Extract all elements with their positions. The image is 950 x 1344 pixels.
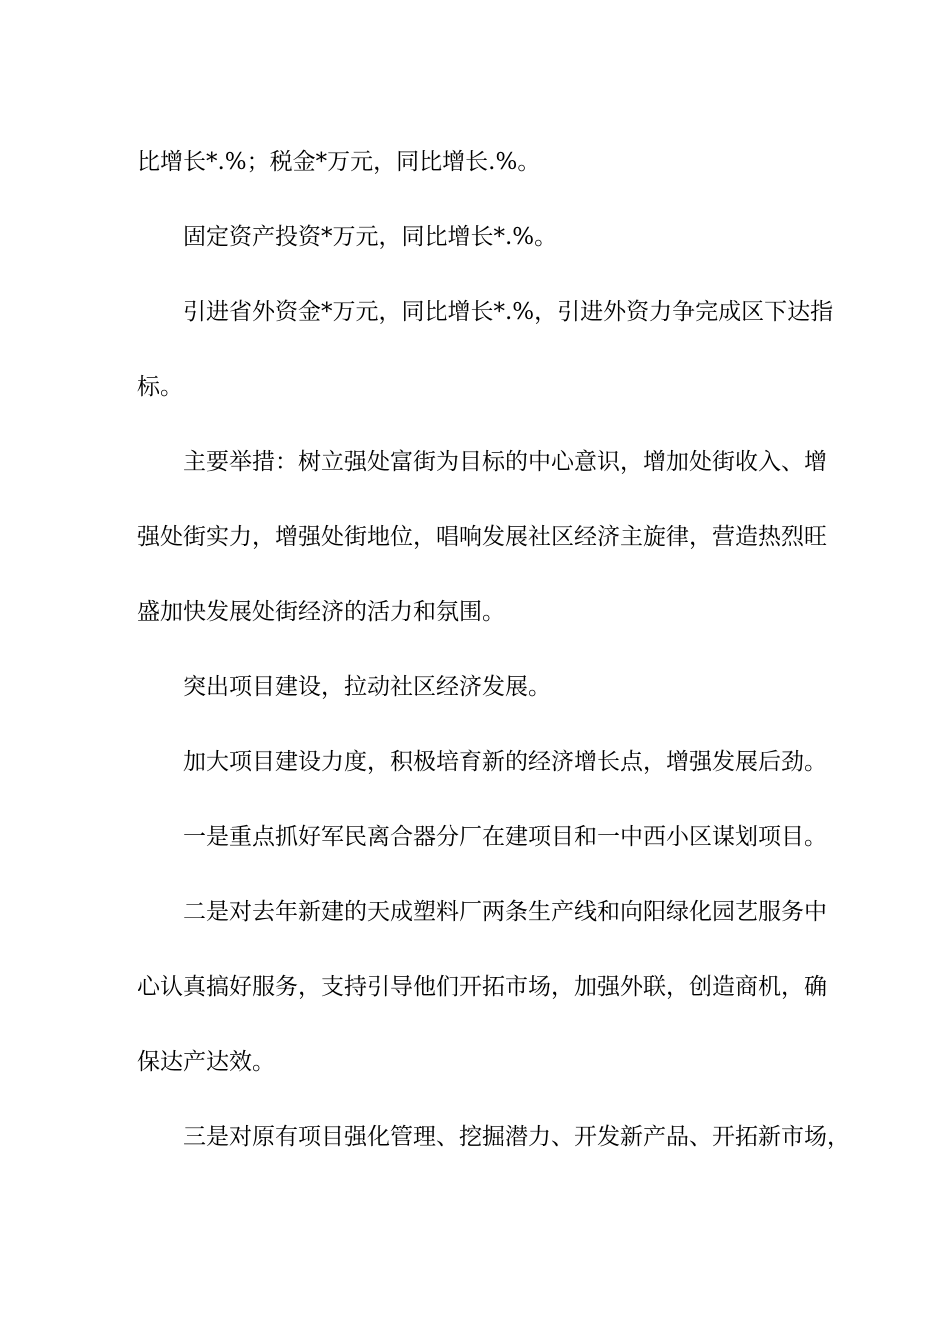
text-line: 比增长*.%；税金*万元，同比增长.%。 bbox=[137, 149, 541, 175]
text-line: 固定资产投资*万元，同比增长*.%。 bbox=[183, 224, 558, 250]
text-line: 心认真搞好服务，支持引导他们开拓市场，加强外联，创造商机，确 bbox=[137, 974, 827, 1000]
text-line: 三是对原有项目强化管理、挖掘潜力、开发新产品、开拓新市场， bbox=[183, 1124, 850, 1150]
text-line: 引进省外资金*万元，同比增长*.%，引进外资力争完成区下达指 bbox=[183, 299, 834, 325]
text-line: 加大项目建设力度，积极培育新的经济增长点，增强发展后劲。 bbox=[183, 749, 827, 775]
text-line: 强处街实力，增强处街地位，唱响发展社区经济主旋律，营造热烈旺 bbox=[137, 524, 827, 550]
text-line: 盛加快发展处街经济的活力和氛围。 bbox=[137, 599, 505, 625]
text-line: 二是对去年新建的天成塑料厂两条生产线和向阳绿化园艺服务中 bbox=[183, 899, 827, 925]
text-line: 保达产达效。 bbox=[137, 1049, 275, 1075]
text-line: 标。 bbox=[137, 374, 183, 400]
text-line: 主要举措：树立强处富街为目标的中心意识，增加处街收入、增 bbox=[183, 449, 827, 475]
text-line: 一是重点抓好军民离合器分厂在建项目和一中西小区谋划项目。 bbox=[183, 824, 827, 850]
text-line: 突出项目建设，拉动社区经济发展。 bbox=[183, 674, 551, 700]
